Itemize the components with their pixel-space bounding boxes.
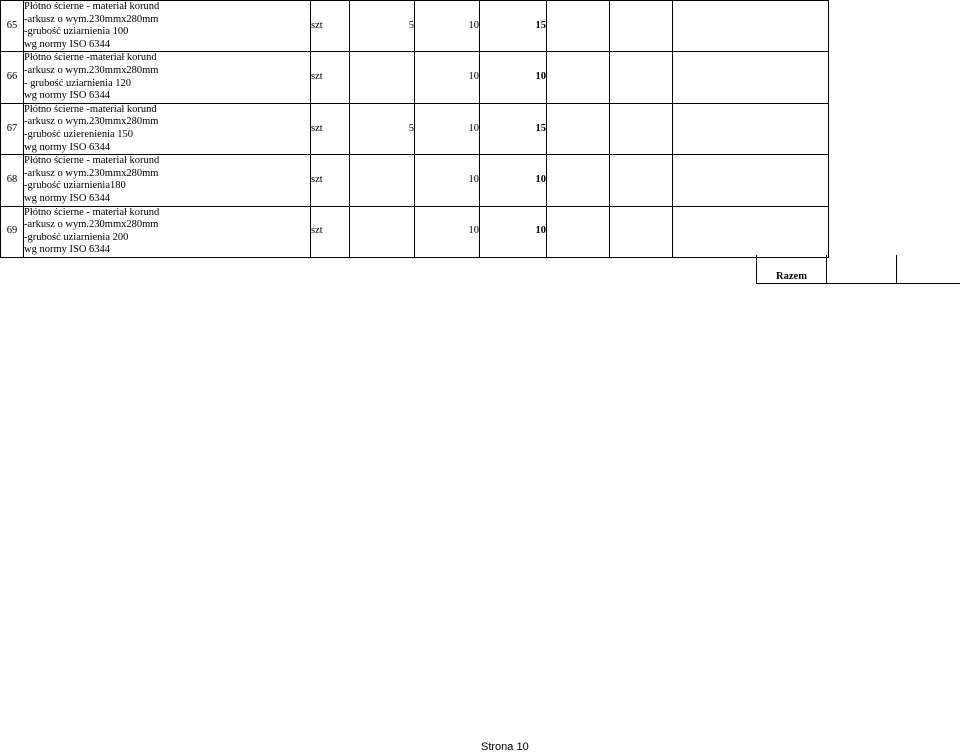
row-number: 68 <box>1 155 24 206</box>
quantity-total-cell: 10 <box>480 206 547 257</box>
quantity-cell-2: 10 <box>415 155 480 206</box>
notes-cell <box>673 1 829 52</box>
table-row <box>1 206 829 257</box>
quantity-cell-1 <box>350 206 415 257</box>
item-description <box>24 52 311 103</box>
notes-cell <box>673 155 829 206</box>
price-cell <box>547 52 610 103</box>
description-line: -arkusz o wym.230mmx280mm <box>24 116 159 128</box>
description-line: Płótno ścierne - materiał korund <box>24 1 160 12</box>
price-cell <box>547 155 610 206</box>
value-cell <box>610 103 673 154</box>
table-row <box>1 52 829 103</box>
description-line: wg normy ISO 6344 <box>24 38 111 50</box>
unit-cell: szt <box>311 206 350 257</box>
row-number: 69 <box>1 206 24 257</box>
description-line: - grubość uziarnienia 120 <box>24 77 132 89</box>
unit-cell: szt <box>311 52 350 103</box>
unit-cell: szt <box>311 1 350 52</box>
price-cell <box>547 1 610 52</box>
description-line: -arkusz o wym.230mmx280mm <box>24 64 159 76</box>
description-line: -arkusz o wym.230mmx280mm <box>24 13 159 25</box>
description-line: -arkusz o wym.230mmx280mm <box>24 219 159 231</box>
description-line: Płótno ścierne - materiał korund <box>24 155 160 167</box>
page-number: Strona 10 <box>481 741 529 753</box>
row-number: 65 <box>1 1 24 52</box>
value-cell <box>610 206 673 257</box>
description-line: wg normy ISO 6344 <box>24 141 111 153</box>
description-line: -grubość uziarnienia 200 <box>24 231 129 243</box>
value-cell <box>610 1 673 52</box>
summary-label: Razem <box>756 255 827 284</box>
description-line: -grubość uzierenienia 150 <box>24 128 134 140</box>
description-line: wg normy ISO 6344 <box>24 244 111 256</box>
quantity-cell-1: 5 <box>350 103 415 154</box>
price-cell <box>547 206 610 257</box>
quantity-total-cell: 10 <box>480 155 547 206</box>
notes-cell <box>673 52 829 103</box>
unit-cell: szt <box>311 103 350 154</box>
description-line: wg normy ISO 6344 <box>24 192 111 204</box>
quantity-total-cell: 10 <box>480 52 547 103</box>
description-line: Płótno ścierne - materiał korund <box>24 206 160 218</box>
row-number: 66 <box>1 52 24 103</box>
value-cell <box>610 155 673 206</box>
summary-row <box>756 255 960 284</box>
quantity-total-cell: 15 <box>480 1 547 52</box>
quantity-cell-2: 10 <box>415 1 480 52</box>
table-row <box>1 103 829 154</box>
quantity-cell-2: 10 <box>415 206 480 257</box>
notes-cell <box>673 103 829 154</box>
table-row <box>1 1 829 52</box>
item-description <box>24 1 311 52</box>
table-row <box>1 155 829 206</box>
price-cell <box>547 103 610 154</box>
notes-cell <box>673 206 829 257</box>
item-description <box>24 155 311 206</box>
row-number: 67 <box>1 103 24 154</box>
item-description <box>24 103 311 154</box>
unit-cell: szt <box>311 155 350 206</box>
items-table <box>0 0 829 258</box>
quantity-cell-1: 5 <box>350 1 415 52</box>
quantity-cell-2: 10 <box>415 103 480 154</box>
quantity-cell-1 <box>350 155 415 206</box>
description-line: -arkusz o wym.230mmx280mm <box>24 167 159 179</box>
description-line: -grubość uziarnienia 100 <box>24 26 129 38</box>
summary-value-cell <box>827 255 897 284</box>
quantity-cell-1 <box>350 52 415 103</box>
description-line: Płótno ścierne -materiał korund <box>24 103 157 115</box>
summary-extra-cell <box>897 255 960 284</box>
description-line: Płótno ścierne -materiał korund <box>24 52 157 64</box>
description-line: -grubość uziarnienia180 <box>24 180 126 192</box>
value-cell <box>610 52 673 103</box>
quantity-cell-2: 10 <box>415 52 480 103</box>
quantity-total-cell: 15 <box>480 103 547 154</box>
description-line: wg normy ISO 6344 <box>24 90 111 102</box>
item-description <box>24 206 311 257</box>
